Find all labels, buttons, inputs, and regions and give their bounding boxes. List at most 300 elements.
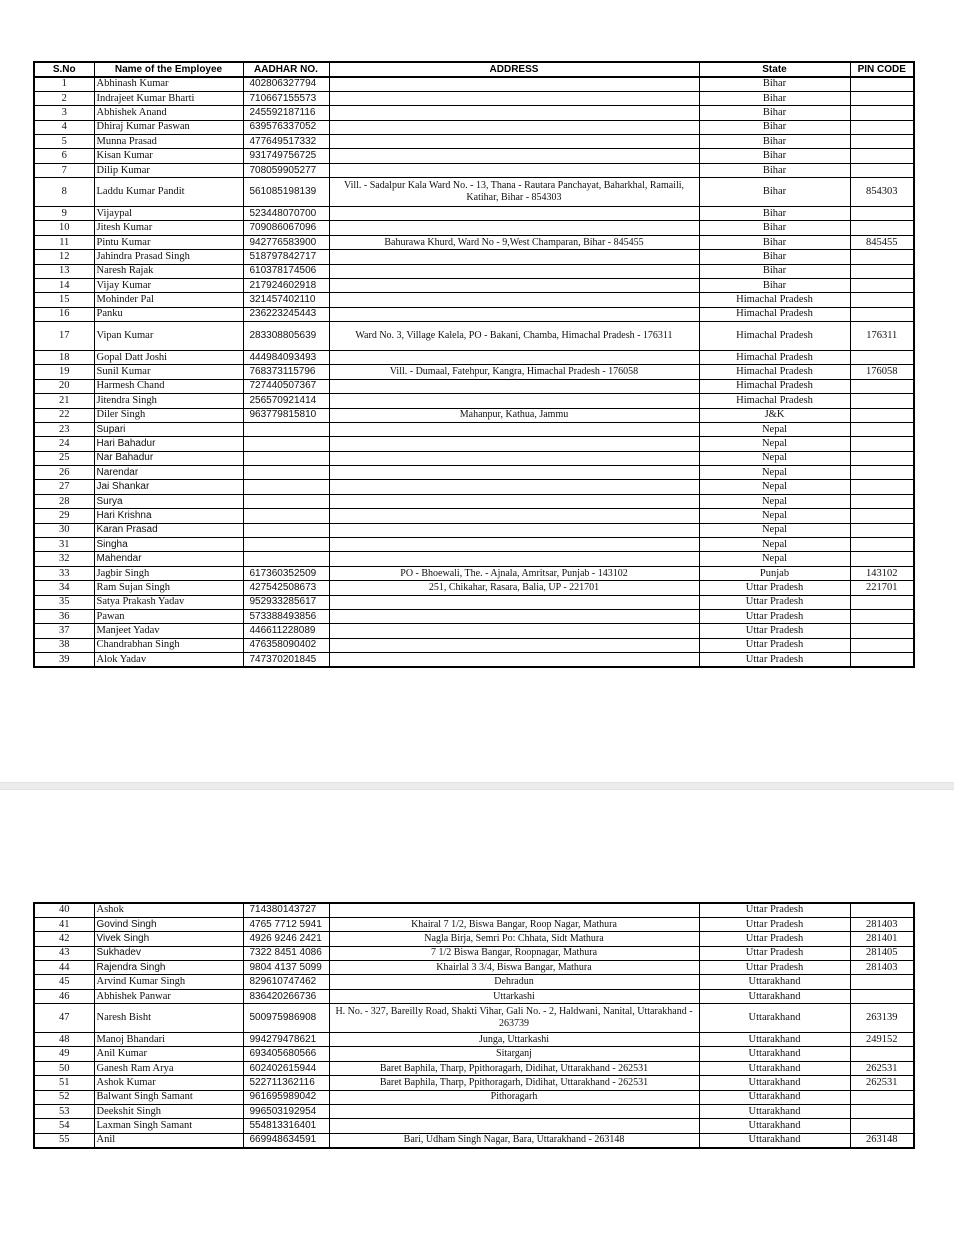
cell-state: Himachal Pradesh bbox=[699, 379, 850, 393]
cell-pin-code: 249152 bbox=[850, 1033, 914, 1047]
table-row bbox=[34, 466, 914, 480]
cell-employee-name: Narendar bbox=[94, 466, 243, 480]
cell-address: Sitarganj bbox=[329, 1047, 699, 1061]
cell-aadhar-no: 518797842717 bbox=[243, 250, 329, 264]
cell-employee-name: Harmesh Chand bbox=[94, 379, 243, 393]
cell-sno: 18 bbox=[34, 350, 94, 364]
header-aadhar: AADHAR NO. bbox=[243, 62, 329, 77]
page-separator bbox=[0, 782, 954, 790]
cell-pin-code bbox=[850, 350, 914, 364]
cell-address bbox=[329, 149, 699, 163]
cell-employee-name: Vipan Kumar bbox=[94, 322, 243, 351]
cell-state: Uttarakhand bbox=[699, 975, 850, 989]
cell-pin-code bbox=[850, 903, 914, 917]
cell-address: 251, Chikahar, Rasara, Balia, UP - 221701 bbox=[329, 581, 699, 595]
cell-employee-name: Vijay Kumar bbox=[94, 278, 243, 292]
cell-aadhar-no: 994279478621 bbox=[243, 1033, 329, 1047]
cell-state: Bihar bbox=[699, 91, 850, 105]
cell-address bbox=[329, 1119, 699, 1133]
cell-aadhar-no bbox=[243, 480, 329, 494]
cell-sno: 28 bbox=[34, 494, 94, 508]
table-row bbox=[34, 932, 914, 946]
table-row bbox=[34, 163, 914, 177]
cell-employee-name: Hari Krishna bbox=[94, 509, 243, 523]
cell-aadhar-no: 402806327794 bbox=[243, 77, 329, 91]
cell-employee-name: Manoj Bhandari bbox=[94, 1033, 243, 1047]
table-row bbox=[34, 1104, 914, 1118]
table-row bbox=[34, 207, 914, 221]
table-row bbox=[34, 523, 914, 537]
table-row bbox=[34, 135, 914, 149]
cell-sno: 52 bbox=[34, 1090, 94, 1104]
table-row bbox=[34, 609, 914, 623]
table-row bbox=[34, 581, 914, 595]
cell-state: Uttar Pradesh bbox=[699, 609, 850, 623]
cell-address: Baret Baphila, Tharp, Ppithoragarh, Didihat, Uttarakhand - 262531 bbox=[329, 1076, 699, 1090]
cell-pin-code: 281401 bbox=[850, 932, 914, 946]
cell-sno: 8 bbox=[34, 178, 94, 207]
cell-sno: 34 bbox=[34, 581, 94, 595]
cell-employee-name: Diler Singh bbox=[94, 408, 243, 422]
cell-pin-code bbox=[850, 422, 914, 436]
cell-pin-code: 263148 bbox=[850, 1133, 914, 1147]
table-row bbox=[34, 106, 914, 120]
cell-sno: 4 bbox=[34, 120, 94, 134]
cell-employee-name: Manjeet Yadav bbox=[94, 624, 243, 638]
cell-state: Uttarakhand bbox=[699, 1061, 850, 1075]
cell-state: Nepal bbox=[699, 451, 850, 465]
cell-sno: 17 bbox=[34, 322, 94, 351]
cell-pin-code: 221701 bbox=[850, 581, 914, 595]
cell-pin-code bbox=[850, 1104, 914, 1118]
cell-pin-code bbox=[850, 480, 914, 494]
cell-state: Uttar Pradesh bbox=[699, 595, 850, 609]
cell-aadhar-no: 710667155573 bbox=[243, 91, 329, 105]
cell-pin-code bbox=[850, 221, 914, 235]
cell-employee-name: Kisan Kumar bbox=[94, 149, 243, 163]
cell-state: Bihar bbox=[699, 149, 850, 163]
cell-state: Himachal Pradesh bbox=[699, 293, 850, 307]
cell-aadhar-no: 573388493856 bbox=[243, 609, 329, 623]
cell-employee-name: Karan Prasad bbox=[94, 523, 243, 537]
cell-employee-name: Supari bbox=[94, 422, 243, 436]
cell-aadhar-no: 283308805639 bbox=[243, 322, 329, 351]
cell-state: Uttar Pradesh bbox=[699, 653, 850, 667]
cell-state: Himachal Pradesh bbox=[699, 322, 850, 351]
cell-employee-name: Singha bbox=[94, 538, 243, 552]
cell-state: Uttar Pradesh bbox=[699, 961, 850, 975]
cell-employee-name: Naresh Rajak bbox=[94, 264, 243, 278]
cell-pin-code bbox=[850, 1119, 914, 1133]
cell-pin-code bbox=[850, 379, 914, 393]
cell-sno: 51 bbox=[34, 1076, 94, 1090]
cell-sno: 38 bbox=[34, 638, 94, 652]
cell-employee-name: Deekshit Singh bbox=[94, 1104, 243, 1118]
cell-address bbox=[329, 422, 699, 436]
cell-state: Himachal Pradesh bbox=[699, 307, 850, 321]
cell-state: Uttarakhand bbox=[699, 989, 850, 1003]
table-row bbox=[34, 1004, 914, 1033]
table-row bbox=[34, 120, 914, 134]
cell-aadhar-no: 639576337052 bbox=[243, 120, 329, 134]
cell-address: Pithoragarh bbox=[329, 1090, 699, 1104]
cell-employee-name: Sukhadev bbox=[94, 946, 243, 960]
cell-address: Bari, Udham Singh Nagar, Bara, Uttarakhand - 263148 bbox=[329, 1133, 699, 1147]
cell-employee-name: Dhiraj Kumar Paswan bbox=[94, 120, 243, 134]
table-row bbox=[34, 451, 914, 465]
cell-aadhar-no: 602402615944 bbox=[243, 1061, 329, 1075]
cell-state: Bihar bbox=[699, 77, 850, 91]
cell-aadhar-no: 836420266736 bbox=[243, 989, 329, 1003]
cell-state: Punjab bbox=[699, 566, 850, 580]
cell-aadhar-no bbox=[243, 466, 329, 480]
cell-sno: 37 bbox=[34, 624, 94, 638]
employee-table-page-2 bbox=[33, 902, 915, 1149]
cell-state: Uttarakhand bbox=[699, 1104, 850, 1118]
cell-sno: 25 bbox=[34, 451, 94, 465]
cell-aadhar-no bbox=[243, 437, 329, 451]
cell-employee-name: Panku bbox=[94, 307, 243, 321]
cell-aadhar-no: 523448070700 bbox=[243, 207, 329, 221]
cell-state: Bihar bbox=[699, 250, 850, 264]
cell-state: Uttarakhand bbox=[699, 1090, 850, 1104]
cell-pin-code bbox=[850, 307, 914, 321]
cell-address: Khairal 7 1/2, Biswa Bangar, Roop Nagar, Mathura bbox=[329, 917, 699, 931]
cell-address: Junga, Uttarkashi bbox=[329, 1033, 699, 1047]
cell-aadhar-no: 561085198139 bbox=[243, 178, 329, 207]
table-row bbox=[34, 1033, 914, 1047]
cell-state: Nepal bbox=[699, 480, 850, 494]
cell-aadhar-no: 522711362116 bbox=[243, 1076, 329, 1090]
cell-address bbox=[329, 509, 699, 523]
cell-address bbox=[329, 278, 699, 292]
cell-address: Bahurawa Khurd, Ward No - 9,West Champaran, Bihar - 845455 bbox=[329, 235, 699, 249]
cell-address: Dehradun bbox=[329, 975, 699, 989]
cell-pin-code bbox=[850, 509, 914, 523]
cell-employee-name: Vivek Singh bbox=[94, 932, 243, 946]
cell-aadhar-no: 444984093493 bbox=[243, 350, 329, 364]
cell-aadhar-no: 9804 4137 5099 bbox=[243, 961, 329, 975]
cell-employee-name: Abhishek Panwar bbox=[94, 989, 243, 1003]
cell-aadhar-no: 961695989042 bbox=[243, 1090, 329, 1104]
table-row bbox=[34, 293, 914, 307]
cell-state: Nepal bbox=[699, 523, 850, 537]
cell-address bbox=[329, 653, 699, 667]
cell-address bbox=[329, 638, 699, 652]
cell-employee-name: Naresh Bisht bbox=[94, 1004, 243, 1033]
cell-sno: 54 bbox=[34, 1119, 94, 1133]
cell-address bbox=[329, 207, 699, 221]
cell-state: Nepal bbox=[699, 494, 850, 508]
cell-aadhar-no bbox=[243, 523, 329, 537]
cell-address bbox=[329, 106, 699, 120]
cell-address bbox=[329, 293, 699, 307]
table-row bbox=[34, 250, 914, 264]
cell-sno: 33 bbox=[34, 566, 94, 580]
cell-sno: 27 bbox=[34, 480, 94, 494]
cell-sno: 32 bbox=[34, 552, 94, 566]
table-row bbox=[34, 1119, 914, 1133]
cell-employee-name: Chandrabhan Singh bbox=[94, 638, 243, 652]
cell-address bbox=[329, 221, 699, 235]
cell-sno: 12 bbox=[34, 250, 94, 264]
cell-aadhar-no: 7322 8451 4086 bbox=[243, 946, 329, 960]
cell-aadhar-no: 427542508673 bbox=[243, 581, 329, 595]
header-address: ADDRESS bbox=[329, 62, 699, 77]
cell-pin-code: 176311 bbox=[850, 322, 914, 351]
cell-pin-code bbox=[850, 394, 914, 408]
cell-address bbox=[329, 1104, 699, 1118]
table-row bbox=[34, 221, 914, 235]
cell-address bbox=[329, 624, 699, 638]
cell-aadhar-no: 963779815810 bbox=[243, 408, 329, 422]
cell-sno: 48 bbox=[34, 1033, 94, 1047]
cell-state: Uttar Pradesh bbox=[699, 581, 850, 595]
cell-aadhar-no: 996503192954 bbox=[243, 1104, 329, 1118]
cell-address bbox=[329, 163, 699, 177]
cell-aadhar-no: 477649517332 bbox=[243, 135, 329, 149]
cell-address bbox=[329, 595, 699, 609]
cell-employee-name: Alok Yadav bbox=[94, 653, 243, 667]
table-body-page-1 bbox=[34, 77, 914, 667]
cell-state: Uttar Pradesh bbox=[699, 624, 850, 638]
cell-sno: 10 bbox=[34, 221, 94, 235]
table-row bbox=[34, 946, 914, 960]
cell-sno: 45 bbox=[34, 975, 94, 989]
cell-aadhar-no: 476358090402 bbox=[243, 638, 329, 652]
cell-state: Uttarakhand bbox=[699, 1119, 850, 1133]
cell-address bbox=[329, 494, 699, 508]
cell-pin-code bbox=[850, 163, 914, 177]
cell-employee-name: Mahendar bbox=[94, 552, 243, 566]
cell-state: Nepal bbox=[699, 538, 850, 552]
cell-state: Himachal Pradesh bbox=[699, 350, 850, 364]
cell-pin-code bbox=[850, 466, 914, 480]
cell-employee-name: Abhinash Kumar bbox=[94, 77, 243, 91]
cell-employee-name: Ram Sujan Singh bbox=[94, 581, 243, 595]
cell-aadhar-no bbox=[243, 538, 329, 552]
cell-state: Uttarakhand bbox=[699, 1033, 850, 1047]
cell-address: Vill. - Sadalpur Kala Ward No. - 13, Thana - Rautara Panchayat, Baharkhal, Ramaili, Katihar, Bihar - 854303 bbox=[329, 178, 699, 207]
cell-address: Vill. - Dumaal, Fatehpur, Kangra, Himachal Pradesh - 176058 bbox=[329, 365, 699, 379]
cell-employee-name: Laddu Kumar Pandit bbox=[94, 178, 243, 207]
cell-address bbox=[329, 903, 699, 917]
cell-address bbox=[329, 466, 699, 480]
cell-aadhar-no: 4926 9246 2421 bbox=[243, 932, 329, 946]
cell-pin-code: 845455 bbox=[850, 235, 914, 249]
cell-employee-name: Mohinder Pal bbox=[94, 293, 243, 307]
cell-aadhar-no: 714380143727 bbox=[243, 903, 329, 917]
cell-address: Nagla Birja, Semri Po: Chhata, Sidt Mathura bbox=[329, 932, 699, 946]
cell-aadhar-no: 693405680566 bbox=[243, 1047, 329, 1061]
cell-state: Nepal bbox=[699, 437, 850, 451]
cell-pin-code bbox=[850, 293, 914, 307]
cell-state: Nepal bbox=[699, 466, 850, 480]
cell-aadhar-no: 321457402110 bbox=[243, 293, 329, 307]
cell-pin-code bbox=[850, 149, 914, 163]
table-row bbox=[34, 264, 914, 278]
header-sno: S.No bbox=[34, 62, 94, 77]
table-row bbox=[34, 917, 914, 931]
table-row bbox=[34, 1061, 914, 1075]
table-row bbox=[34, 538, 914, 552]
cell-pin-code bbox=[850, 595, 914, 609]
cell-employee-name: Munna Prasad bbox=[94, 135, 243, 149]
cell-sno: 21 bbox=[34, 394, 94, 408]
document-page-2 bbox=[0, 790, 954, 1235]
cell-pin-code bbox=[850, 989, 914, 1003]
cell-sno: 26 bbox=[34, 466, 94, 480]
cell-pin-code bbox=[850, 538, 914, 552]
cell-address bbox=[329, 552, 699, 566]
table-row bbox=[34, 235, 914, 249]
cell-state: Bihar bbox=[699, 264, 850, 278]
cell-state: Nepal bbox=[699, 422, 850, 436]
table-body-page-2 bbox=[34, 903, 914, 1148]
cell-pin-code bbox=[850, 552, 914, 566]
table-row bbox=[34, 178, 914, 207]
cell-employee-name: Dilip Kumar bbox=[94, 163, 243, 177]
table-row bbox=[34, 566, 914, 580]
cell-sno: 6 bbox=[34, 149, 94, 163]
table-row bbox=[34, 379, 914, 393]
header-state: State bbox=[699, 62, 850, 77]
table-row bbox=[34, 552, 914, 566]
cell-sno: 29 bbox=[34, 509, 94, 523]
cell-pin-code bbox=[850, 609, 914, 623]
cell-pin-code bbox=[850, 451, 914, 465]
cell-pin-code bbox=[850, 624, 914, 638]
cell-address: Uttarkashi bbox=[329, 989, 699, 1003]
cell-address bbox=[329, 394, 699, 408]
cell-sno: 47 bbox=[34, 1004, 94, 1033]
cell-state: Bihar bbox=[699, 235, 850, 249]
cell-state: Bihar bbox=[699, 106, 850, 120]
cell-aadhar-no: 931749756725 bbox=[243, 149, 329, 163]
cell-aadhar-no: 709086067096 bbox=[243, 221, 329, 235]
cell-pin-code bbox=[850, 653, 914, 667]
cell-pin-code bbox=[850, 207, 914, 221]
cell-state: Uttar Pradesh bbox=[699, 917, 850, 931]
table-row bbox=[34, 595, 914, 609]
cell-sno: 19 bbox=[34, 365, 94, 379]
cell-aadhar-no: 4765 7712 5941 bbox=[243, 917, 329, 931]
cell-sno: 16 bbox=[34, 307, 94, 321]
cell-aadhar-no: 617360352509 bbox=[243, 566, 329, 580]
cell-employee-name: Jitendra Singh bbox=[94, 394, 243, 408]
cell-sno: 31 bbox=[34, 538, 94, 552]
cell-employee-name: Hari Bahadur bbox=[94, 437, 243, 451]
cell-pin-code bbox=[850, 523, 914, 537]
cell-employee-name: Laxman Singh Samant bbox=[94, 1119, 243, 1133]
cell-state: Himachal Pradesh bbox=[699, 365, 850, 379]
cell-employee-name: Ganesh Ram Arya bbox=[94, 1061, 243, 1075]
cell-address bbox=[329, 250, 699, 264]
table-row bbox=[34, 149, 914, 163]
cell-address bbox=[329, 120, 699, 134]
cell-employee-name: Gopal Datt Joshi bbox=[94, 350, 243, 364]
cell-address: Mahanpur, Kathua, Jammu bbox=[329, 408, 699, 422]
cell-state: Nepal bbox=[699, 509, 850, 523]
cell-sno: 30 bbox=[34, 523, 94, 537]
cell-aadhar-no: 610378174506 bbox=[243, 264, 329, 278]
cell-aadhar-no: 446611228089 bbox=[243, 624, 329, 638]
cell-employee-name: Balwant Singh Samant bbox=[94, 1090, 243, 1104]
cell-aadhar-no: 747370201845 bbox=[243, 653, 329, 667]
cell-address bbox=[329, 437, 699, 451]
cell-state: Himachal Pradesh bbox=[699, 394, 850, 408]
cell-aadhar-no bbox=[243, 494, 329, 508]
cell-pin-code bbox=[850, 638, 914, 652]
cell-sno: 11 bbox=[34, 235, 94, 249]
cell-aadhar-no: 708059905277 bbox=[243, 163, 329, 177]
cell-sno: 15 bbox=[34, 293, 94, 307]
cell-pin-code bbox=[850, 408, 914, 422]
header-pin: PIN CODE bbox=[850, 62, 914, 77]
cell-sno: 2 bbox=[34, 91, 94, 105]
cell-sno: 35 bbox=[34, 595, 94, 609]
cell-employee-name: Vijaypal bbox=[94, 207, 243, 221]
cell-pin-code bbox=[850, 494, 914, 508]
cell-employee-name: Rajendra Singh bbox=[94, 961, 243, 975]
cell-pin-code bbox=[850, 106, 914, 120]
cell-sno: 44 bbox=[34, 961, 94, 975]
cell-aadhar-no bbox=[243, 451, 329, 465]
cell-pin-code bbox=[850, 91, 914, 105]
table-row bbox=[34, 903, 914, 917]
cell-aadhar-no: 500975986908 bbox=[243, 1004, 329, 1033]
cell-employee-name: Nar Bahadur bbox=[94, 451, 243, 465]
cell-sno: 40 bbox=[34, 903, 94, 917]
table-row bbox=[34, 1090, 914, 1104]
cell-aadhar-no: 245592187116 bbox=[243, 106, 329, 120]
table-row bbox=[34, 494, 914, 508]
cell-pin-code: 263139 bbox=[850, 1004, 914, 1033]
cell-sno: 22 bbox=[34, 408, 94, 422]
cell-pin-code bbox=[850, 120, 914, 134]
cell-address bbox=[329, 77, 699, 91]
cell-aadhar-no bbox=[243, 422, 329, 436]
employee-table-page-1 bbox=[33, 61, 915, 668]
table-row bbox=[34, 509, 914, 523]
cell-address bbox=[329, 264, 699, 278]
cell-sno: 39 bbox=[34, 653, 94, 667]
cell-pin-code: 281403 bbox=[850, 917, 914, 931]
cell-sno: 9 bbox=[34, 207, 94, 221]
cell-employee-name: Surya bbox=[94, 494, 243, 508]
cell-sno: 14 bbox=[34, 278, 94, 292]
cell-address bbox=[329, 538, 699, 552]
cell-state: Bihar bbox=[699, 221, 850, 235]
cell-address bbox=[329, 91, 699, 105]
table-row bbox=[34, 1133, 914, 1147]
table-row bbox=[34, 437, 914, 451]
cell-pin-code bbox=[850, 1047, 914, 1061]
table-row bbox=[34, 624, 914, 638]
cell-employee-name: Abhishek Anand bbox=[94, 106, 243, 120]
table-row bbox=[34, 480, 914, 494]
table-row bbox=[34, 91, 914, 105]
cell-employee-name: Jahindra Prasad Singh bbox=[94, 250, 243, 264]
cell-state: Bihar bbox=[699, 135, 850, 149]
cell-sno: 43 bbox=[34, 946, 94, 960]
cell-state: Uttarakhand bbox=[699, 1076, 850, 1090]
table-row bbox=[34, 77, 914, 91]
table-header-row bbox=[34, 62, 914, 77]
table-row bbox=[34, 394, 914, 408]
cell-pin-code: 262531 bbox=[850, 1076, 914, 1090]
cell-address: Khairlal 3 3/4, Biswa Bangar, Mathura bbox=[329, 961, 699, 975]
